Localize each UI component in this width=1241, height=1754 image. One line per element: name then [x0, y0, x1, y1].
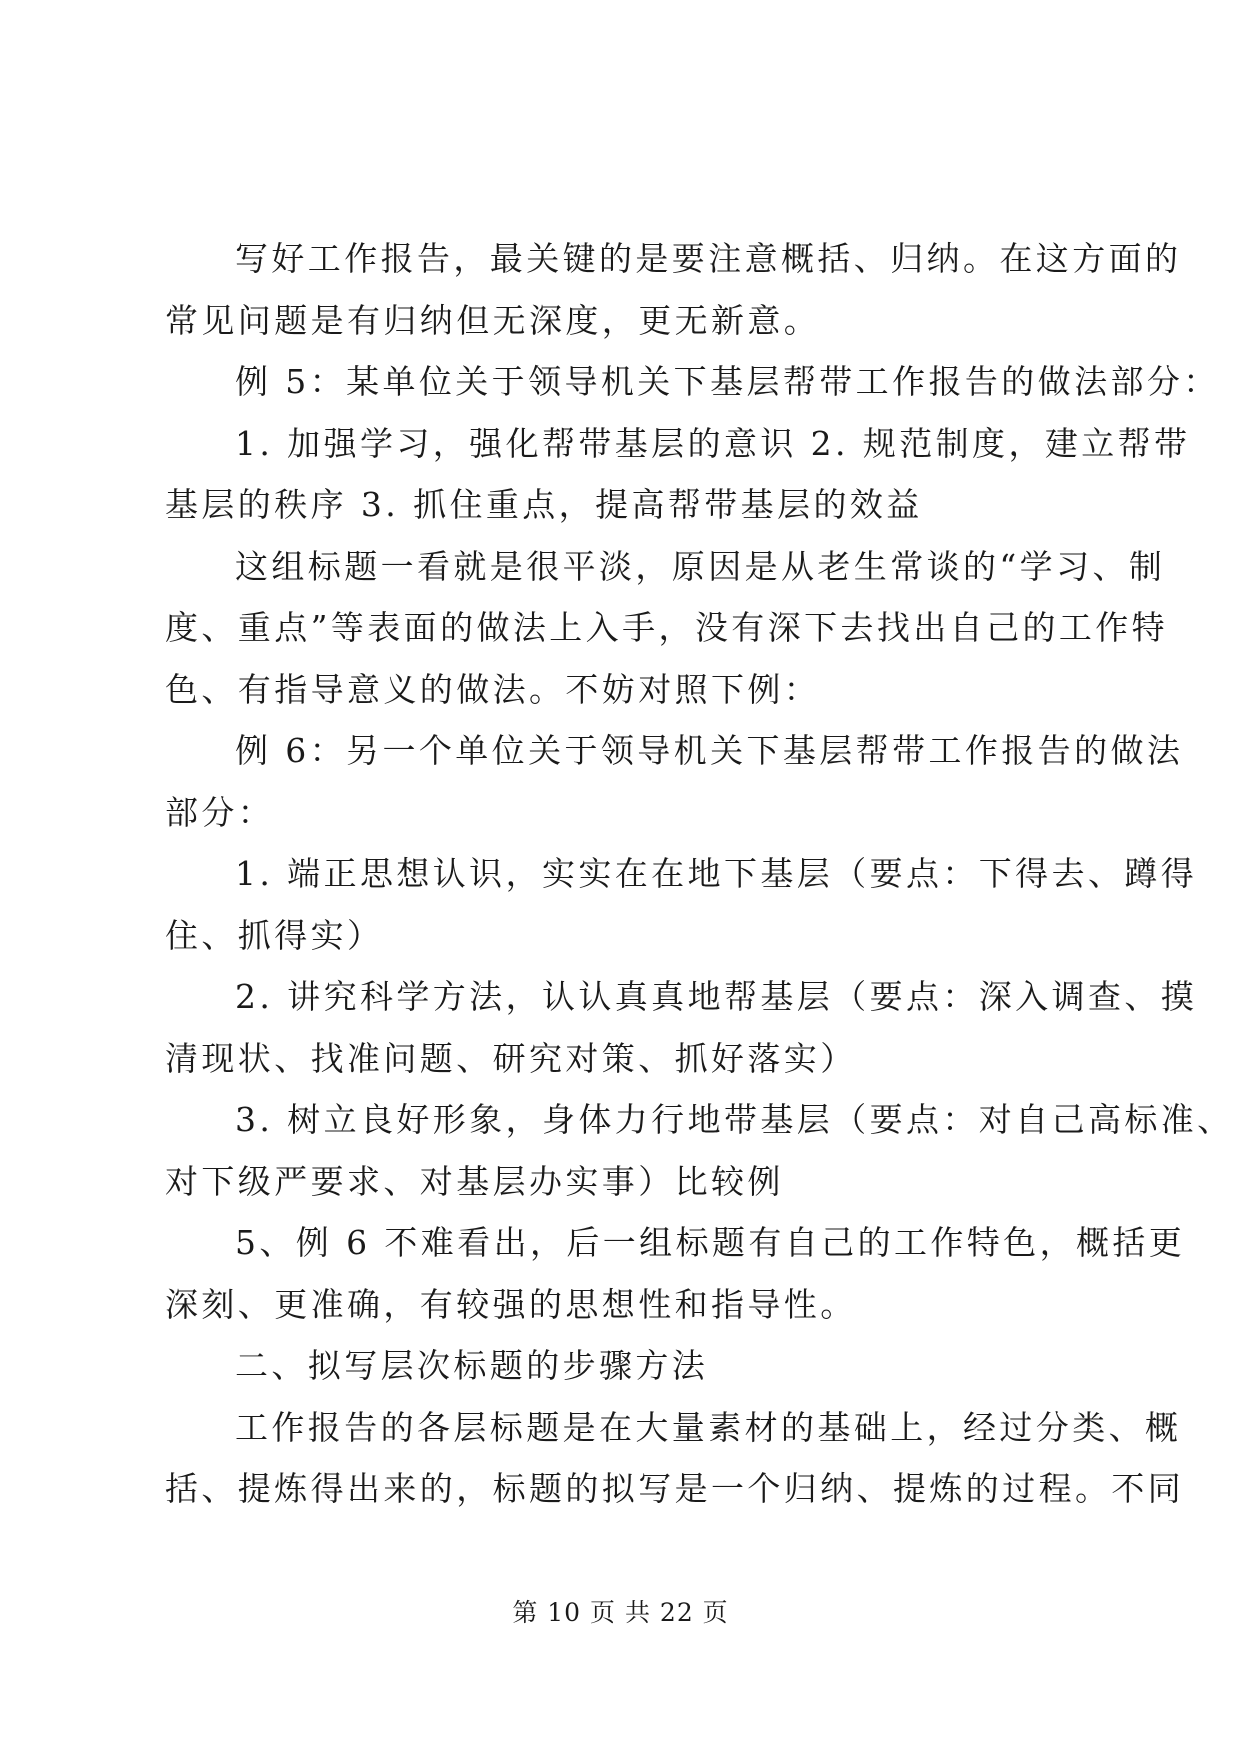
- text-line: 色、有指导意义的做法。不妨对照下例：: [165, 669, 821, 709]
- text-line: 例 6：另一个单位关于领导机关下基层帮带工作报告的做法: [235, 731, 1184, 770]
- section-heading: 二、拟写层次标题的步骤方法: [235, 1346, 709, 1385]
- text-line: 2. 讲究科学方法，认认真真地帮基层（要点：深入调查、摸: [235, 977, 1198, 1016]
- text-line: 1. 端正思想认识，实实在在地下基层（要点：下得去、蹲得: [235, 854, 1198, 893]
- text-line: 写好工作报告，最关键的是要注意概括、归纳。在这方面的: [235, 239, 1182, 278]
- text-line: 这组标题一看就是很平淡，原因是从老生常谈的“学习、制: [235, 546, 1166, 586]
- text-line: 度、重点”等表面的做法上入手，没有深下去找出自己的工作特: [165, 608, 1169, 647]
- text-line: 深刻、更准确，有较强的思想性和指导性。: [165, 1284, 857, 1324]
- text-line: 基层的秩序 3. 抓住重点，提高帮带基层的效益: [165, 485, 923, 524]
- page-number-footer: 第 10 页 共 22 页: [512, 1598, 729, 1627]
- text-line: 常见问题是有归纳但无深度，更无新意。: [165, 300, 821, 340]
- document-body: [165, 228, 1234, 1520]
- text-line: 3. 树立良好形象，身体力行地带基层（要点：对自己高标准、: [235, 1100, 1234, 1139]
- text-line: 括、提炼得出来的，标题的拟写是一个归纳、提炼的过程。不同: [165, 1469, 1185, 1508]
- text-line: 1. 加强学习，强化帮带基层的意识 2. 规范制度，建立帮带: [235, 423, 1191, 463]
- text-line: 工作报告的各层标题是在大量素材的基础上，经过分类、概: [235, 1407, 1182, 1447]
- text-line: 清现状、找准问题、研究对策、抓好落实）: [165, 1038, 857, 1078]
- text-line: 例 5：某单位关于领导机关下基层帮带工作报告的做法部分：: [235, 362, 1220, 401]
- text-line: 部分：: [165, 792, 275, 832]
- text-line: 对下级严要求、对基层办实事）比较例: [165, 1161, 784, 1201]
- text-line: 住、抓得实）: [165, 915, 384, 955]
- text-line: 5、例 6 不难看出，后一组标题有自己的工作特色，概括更: [235, 1223, 1186, 1262]
